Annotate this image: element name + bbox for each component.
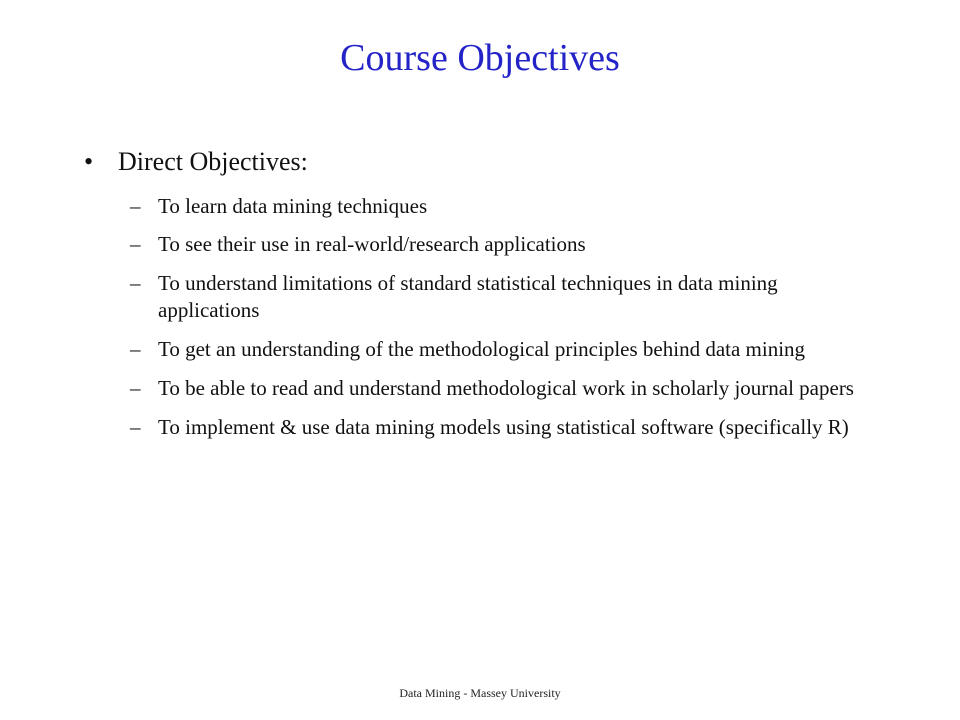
list-item-text: To learn data mining techniques [158,193,428,218]
dash-icon: – [130,414,141,439]
list-item [130,193,884,220]
list-item [130,414,884,441]
list-item-text: To understand limitations of standard statistical techniques in data mining applications [158,271,778,323]
dash-icon: – [130,375,141,400]
bullet-direct-objectives [84,146,884,179]
slide-footer: Data Mining - Massey University [399,686,561,700]
bullet-label: Direct Objectives: [118,147,308,176]
objectives-list [84,193,884,441]
dash-icon: – [130,271,141,296]
dash-icon: – [130,193,141,218]
list-item-text: To be able to read and understand methodological work in scholarly journal papers [158,375,854,400]
slide-title: Course Objectives [340,37,620,79]
dash-icon: – [130,232,141,257]
slide-content [84,146,884,453]
list-item-text: To see their use in real-world/research applications [158,232,586,257]
list-item [130,270,884,324]
list-item-text: To implement & use data mining models using statistical software (specifically R) [158,414,849,439]
list-item [130,375,884,402]
bullet-icon: • [84,147,94,176]
list-item [130,231,884,258]
dash-icon: – [130,337,141,361]
list-item [130,336,884,363]
list-item-text: To get an understanding of the methodological principles behind data mining [158,337,806,361]
